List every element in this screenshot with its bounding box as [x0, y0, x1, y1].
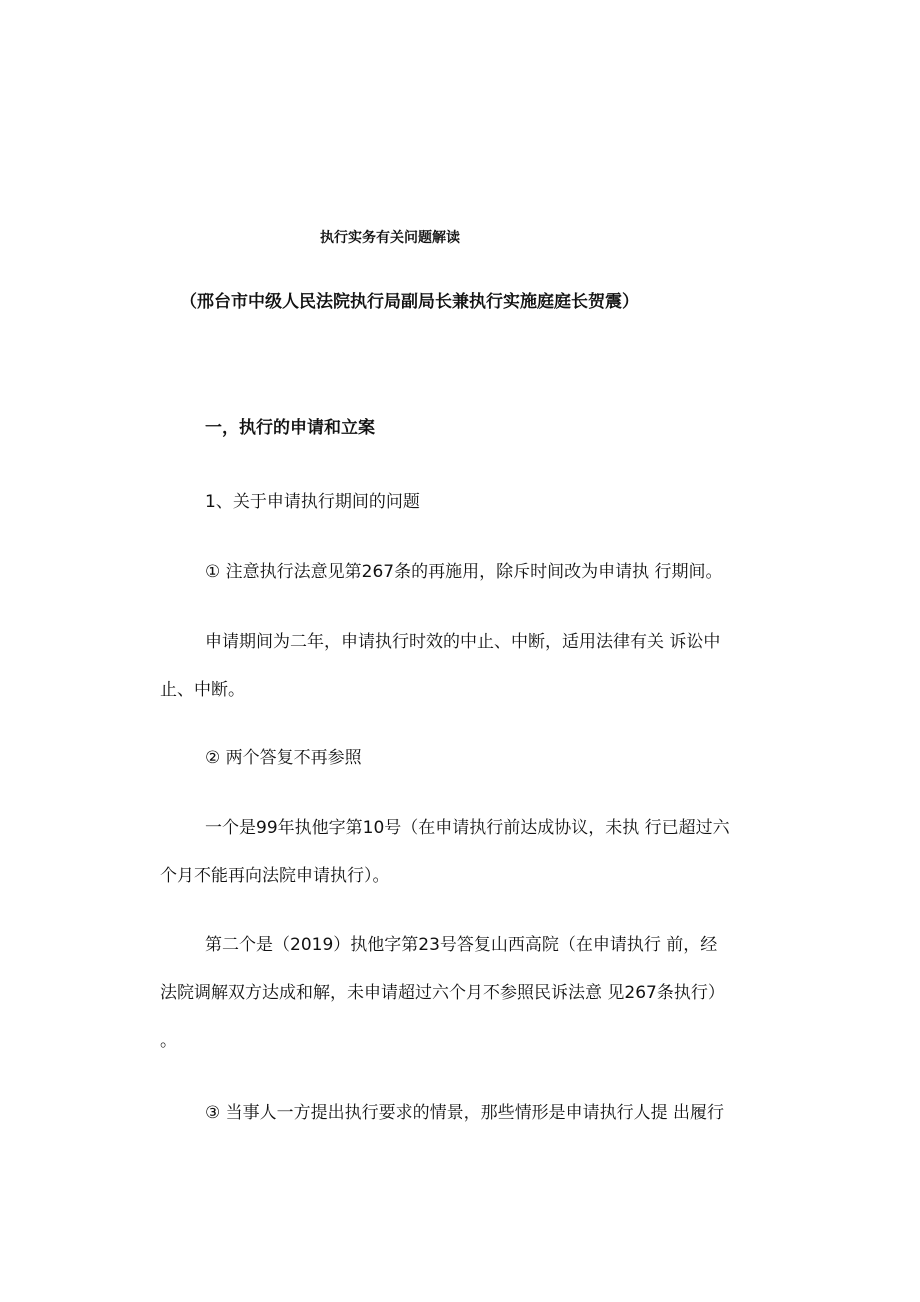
document-title: 执行实务有关问题解读 — [320, 230, 460, 246]
section-heading: 一，执行的申请和立案 — [205, 418, 375, 438]
para2-line1: 一个是99年执他字第10号（在申请执行前达成协议，未执 行已超过六 — [205, 818, 730, 838]
para3-line2: 法院调解双方达成和解，未申请超过六个月不参照民诉法意 见267条执行） — [160, 983, 725, 1003]
item1-heading: 1、关于申请执行期间的问题 — [205, 492, 420, 512]
para3-line3: 。 — [160, 1031, 177, 1051]
point3-text: ③ 当事人一方提出执行要求的情景，那些情形是申请执行人提 出履行 — [205, 1103, 725, 1123]
point2-text: ② 两个答复不再参照 — [205, 748, 362, 768]
para2-line2: 个月不能再向法院申请执行）。 — [160, 866, 390, 886]
para1-line1: 申请期间为二年，申请执行时效的中止、中断，适用法律有关 诉讼中 — [205, 632, 721, 652]
document-subtitle: （邢台市中级人民法院执行局副局长兼执行实施庭庭长贺震） — [180, 292, 639, 312]
para3-line1: 第二个是（2019）执他字第23号答复山西高院（在申请执行 前，经 — [205, 935, 718, 955]
point1-text: ① 注意执行法意见第267条的再施用，除斥时间改为申请执 行期间。 — [205, 562, 723, 582]
para1-line2: 止、中断。 — [160, 680, 245, 700]
